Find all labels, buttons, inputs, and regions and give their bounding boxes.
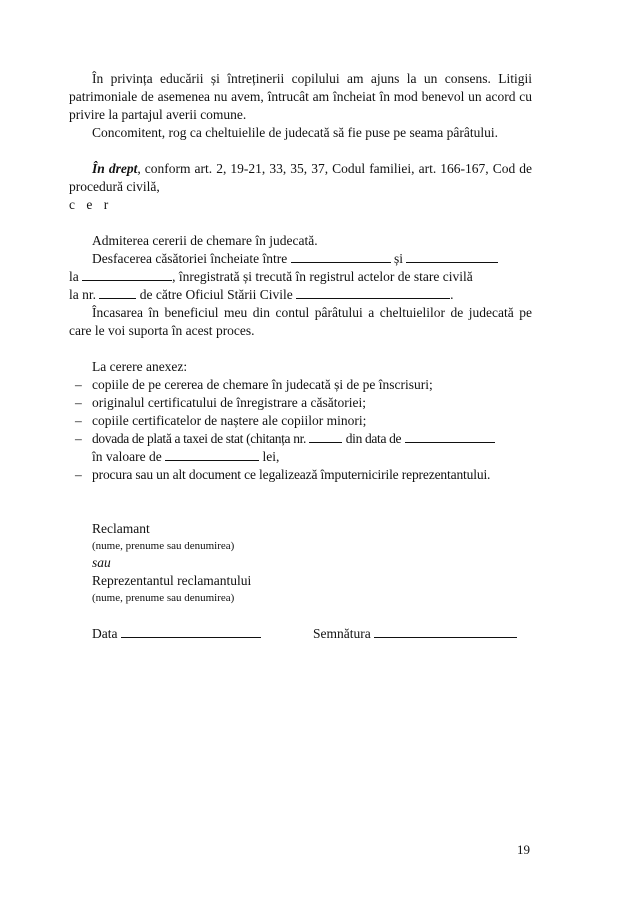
sau-label: sau — [92, 555, 111, 570]
signature-label: Semnătura — [313, 626, 371, 641]
document-body — [69, 70, 532, 606]
blank-receipt-number[interactable] — [309, 430, 342, 443]
blank-civil-status-office[interactable] — [296, 286, 450, 299]
list-item: – dovada de plată a taxei de stat (chitanța nr. din data de în valoare de lei, — [69, 430, 532, 466]
blank-date[interactable] — [121, 625, 261, 638]
request-desfacere-line2: la , înregistrată și trecută în registrul actelor de stare civilă — [69, 269, 473, 284]
reprezentant-hint: (nume, prenume sau denumirea) — [92, 592, 235, 604]
blank-receipt-date[interactable] — [405, 430, 495, 443]
date-label: Data — [92, 626, 118, 641]
page-number: 19 — [517, 842, 530, 857]
list-item: – copiile certificatelor de naștere ale copiilor minori; — [75, 413, 367, 428]
signature-block — [69, 520, 532, 606]
request-desfacere-line3: la nr. de către Oficiul Stării Civile . — [69, 287, 454, 302]
list-item: – procura sau un alt document ce legalizează împuternicirile reprezentantului. — [75, 467, 491, 482]
request-incasare: Încasarea în beneficiul meu din contul pârâtului a cheltuielilor de judecată pe care le voi suporta în acest proces. — [69, 305, 532, 338]
paragraph-consens: În privința educării și întreținerii copilului am ajuns la un consens. Litigii patrimoniale de asemenea nu avem, întrucât am încheiat în mod benevol un acord cu privire la partajul averii comune. — [69, 71, 532, 122]
cer-heading: c e r — [69, 197, 113, 212]
list-item: – originalul certificatului de înregistrare a căsătoriei; — [75, 395, 367, 410]
request-desfacere-line1: Desfacerea căsătoriei încheiate între și — [69, 250, 532, 268]
blank-fee-amount[interactable] — [165, 448, 259, 461]
blank-marriage-date[interactable] — [82, 268, 172, 281]
date-field — [92, 625, 261, 642]
list-item: – copiile de pe cererea de chemare în judecată și de pe înscrisuri; — [75, 377, 433, 392]
blank-spouse-2[interactable] — [406, 250, 498, 263]
signature-field — [313, 625, 517, 642]
reclamant-label: Reclamant — [92, 521, 150, 536]
annex-heading: La cerere anexez: — [92, 359, 188, 374]
annex-list — [69, 376, 532, 484]
in-drept-label: În drept — [92, 161, 138, 176]
paragraph-cheltuieli: Concomitent, rog ca cheltuielile de judecată să fie puse pe seama pârâtului. — [92, 125, 498, 140]
request-admitere: Admiterea cererii de chemare în judecată. — [92, 233, 318, 248]
paragraph-in-drept — [69, 160, 532, 196]
blank-spouse-1[interactable] — [291, 250, 391, 263]
reprezentant-label: Reprezentantul reclamantului — [92, 573, 252, 588]
blank-registry-number[interactable] — [99, 286, 136, 299]
blank-signature[interactable] — [374, 625, 517, 638]
reclamant-hint: (nume, prenume sau denumirea) — [92, 540, 235, 552]
in-drept-text: , conform art. 2, 19-21, 33, 35, 37, Codul familiei, art. 166-167, Cod de procedură civilă, — [69, 161, 533, 194]
